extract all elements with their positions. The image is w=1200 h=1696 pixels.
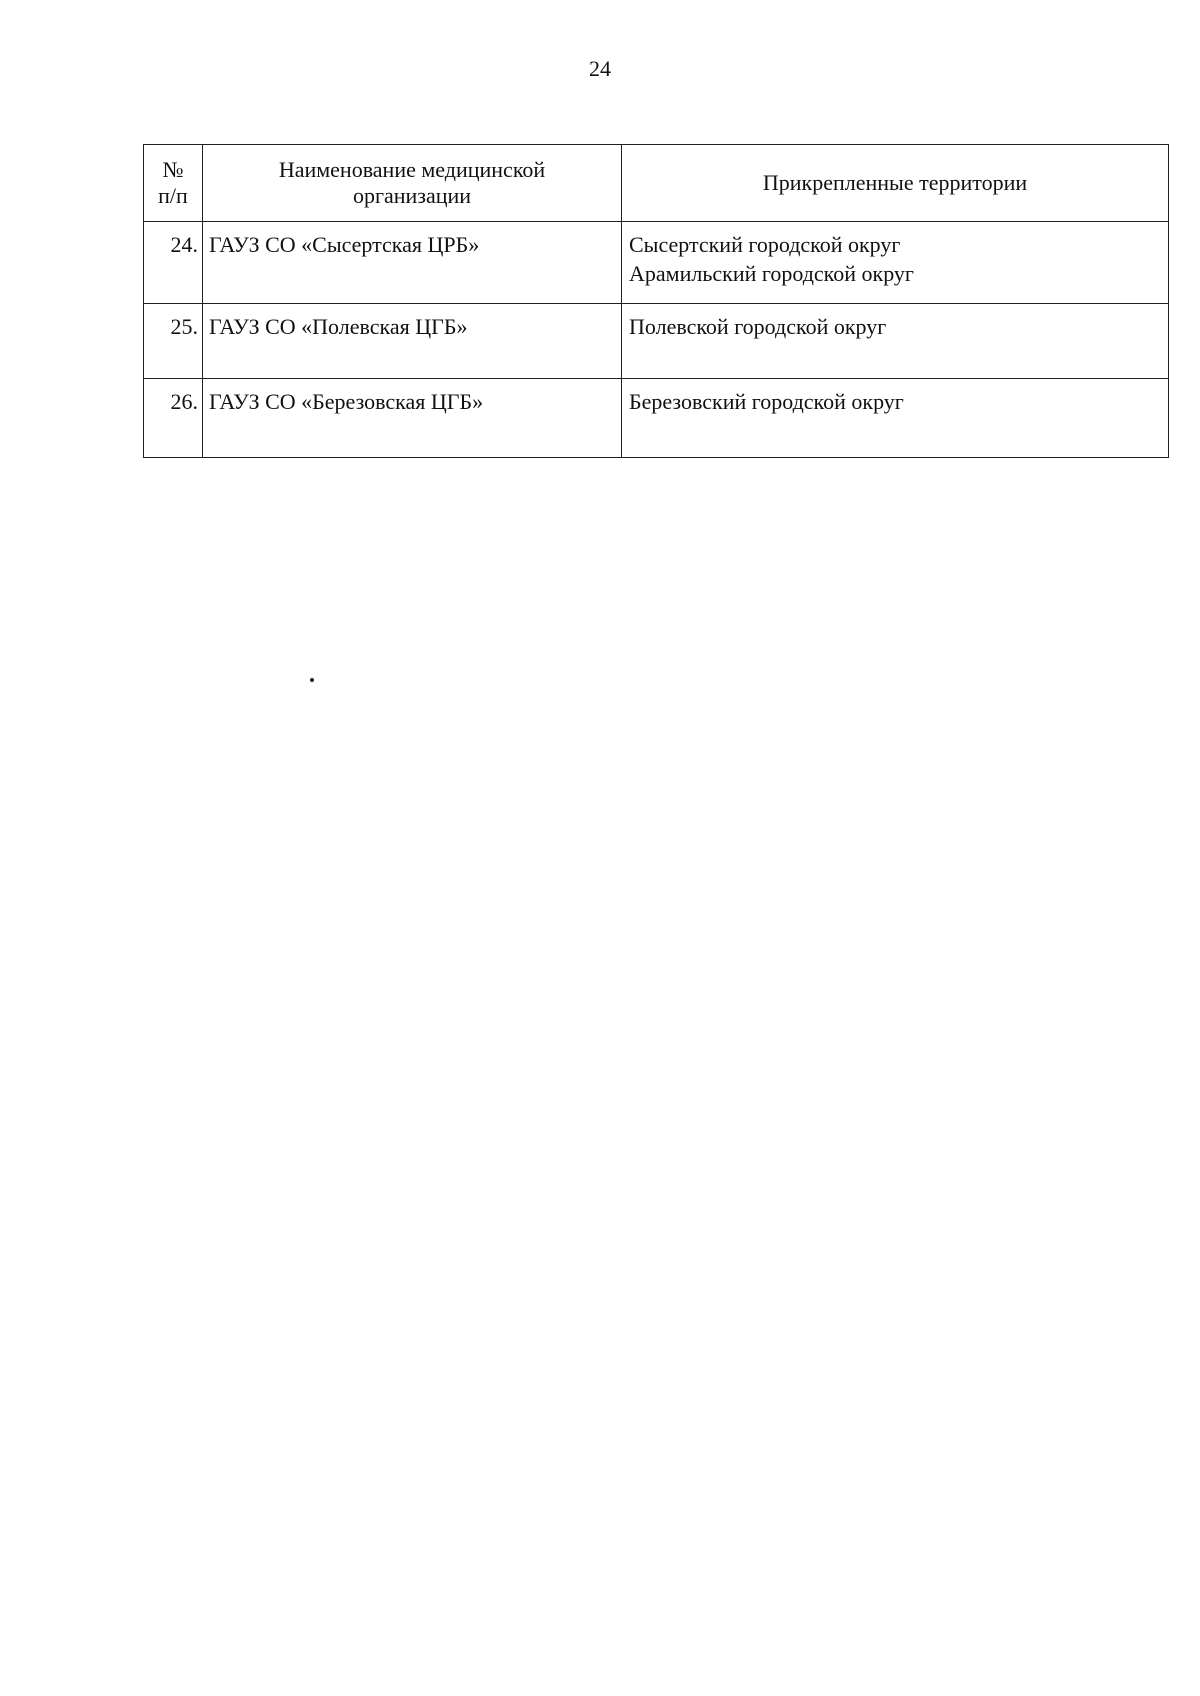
table-row [144, 304, 1169, 379]
table-row [144, 222, 1169, 304]
row-number: 26. [144, 379, 203, 458]
header-organization [203, 145, 622, 222]
table-row [144, 379, 1169, 458]
header-number [144, 145, 203, 222]
row-organization: ГАУЗ СО «Березовская ЦГБ» [203, 379, 622, 458]
header-territories: Прикрепленные территории [622, 145, 1169, 222]
territory-item: Березовский городской округ [629, 389, 904, 414]
stray-dot-mark [310, 678, 314, 682]
table-header-row [144, 145, 1169, 222]
medical-organizations-table [143, 144, 1169, 458]
territory-item: Сысертский городской округ [629, 232, 901, 257]
row-territories [622, 304, 1169, 379]
header-number-line1: № [162, 157, 184, 182]
header-organization-line2: организации [352, 183, 472, 208]
header-organization-line1: Наименование медицинской [278, 157, 546, 182]
header-number-line2: п/п [158, 183, 188, 208]
row-organization: ГАУЗ СО «Полевская ЦГБ» [203, 304, 622, 379]
territory-item: Полевской городской округ [629, 314, 887, 339]
row-number: 24. [144, 222, 203, 304]
row-territories [622, 379, 1169, 458]
page-number: 24 [589, 56, 611, 81]
row-organization: ГАУЗ СО «Сысертская ЦРБ» [203, 222, 622, 304]
row-territories [622, 222, 1169, 304]
territory-item: Арамильский городской округ [629, 261, 914, 286]
row-number: 25. [144, 304, 203, 379]
